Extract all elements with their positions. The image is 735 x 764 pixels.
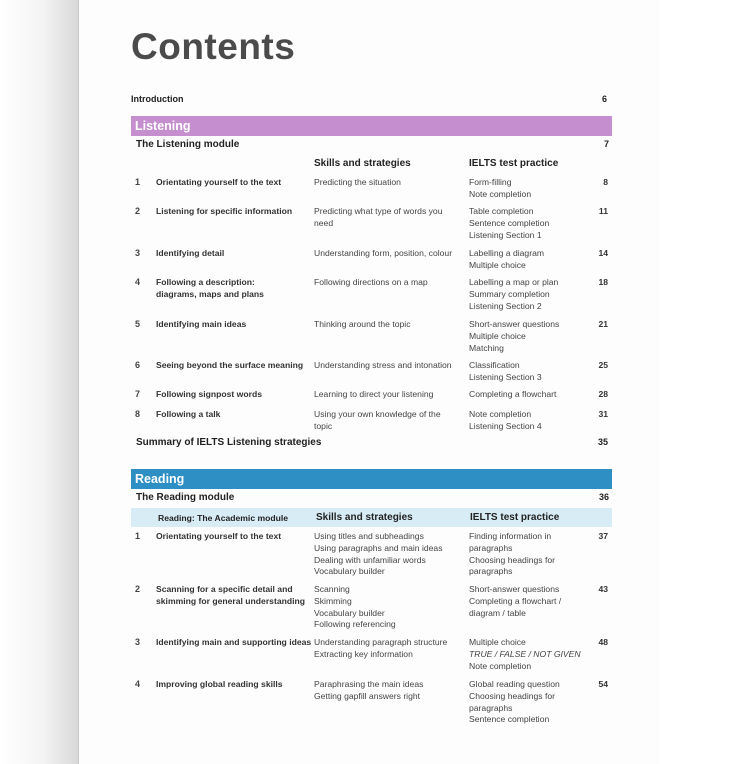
unit-number: 1 — [135, 531, 141, 541]
unit-skills — [314, 248, 464, 260]
unit-page-number: 28 — [598, 389, 608, 399]
unit-page-number: 31 — [598, 409, 608, 419]
unit-test-practice — [469, 679, 599, 726]
unit-test-practice-line: Table completion — [469, 206, 534, 216]
unit-test-practice — [469, 248, 599, 272]
unit-title-line: Following a description: — [156, 277, 255, 287]
unit-test-practice — [469, 637, 599, 672]
unit-test-practice — [469, 177, 599, 201]
unit-number: 2 — [135, 206, 141, 216]
unit-title — [156, 277, 312, 301]
unit-skills-line: Extracting key information — [314, 648, 413, 659]
listening-test-header: IELTS test practice — [469, 158, 559, 169]
unit-page-number: 8 — [603, 177, 608, 187]
reading-column-headers — [131, 508, 612, 527]
listening-summary-entry — [136, 437, 612, 448]
unit-test-practice-line: Note completion — [469, 409, 532, 419]
unit-test-practice-line: Classification — [469, 360, 520, 370]
unit-test-practice-line: TRUE / FALSE / NOT GIVEN — [469, 648, 581, 659]
page-shadow — [0, 0, 78, 764]
unit-test-practice-line: Matching — [469, 342, 504, 353]
unit-test-practice-line: Completing a flowchart — [469, 389, 557, 399]
unit-test-practice-line: Listening Section 1 — [469, 229, 542, 240]
unit-title-line: Following signpost words — [156, 389, 262, 399]
reading-skills-header: Skills and strategies — [316, 512, 413, 523]
unit-title — [156, 637, 312, 649]
unit-page-number: 14 — [598, 248, 608, 258]
unit-test-practice-line: Short-answer questions — [469, 319, 560, 329]
unit-number: 4 — [135, 679, 141, 689]
unit-title-line: Listening for specific information — [156, 206, 293, 216]
unit-skills — [314, 637, 464, 661]
unit-skills-line: Predicting what type of words you — [314, 206, 443, 216]
unit-test-practice-line: Listening Section 4 — [469, 420, 542, 431]
unit-title — [156, 319, 312, 331]
page-title: Contents — [131, 26, 296, 67]
unit-test-practice-line: Listening Section 2 — [469, 300, 542, 311]
unit-test-practice-line: Multiple choice — [469, 259, 526, 270]
unit-number: 4 — [135, 277, 141, 287]
unit-skills — [314, 531, 464, 578]
unit-title-line: Identifying detail — [156, 248, 225, 258]
unit-skills — [314, 177, 464, 189]
unit-skills-line: Vocabulary builder — [314, 607, 385, 618]
unit-title — [156, 409, 312, 421]
listening-summary-label: Summary of IELTS Listening strategies — [136, 437, 322, 448]
unit-title — [156, 206, 312, 218]
listening-summary-page: 35 — [597, 437, 608, 447]
unit-skills-line: Thinking around the topic — [314, 319, 411, 329]
unit-number: 2 — [135, 584, 141, 594]
unit-test-practice-line: Note completion — [469, 660, 532, 671]
unit-test-practice — [469, 531, 599, 578]
unit-test-practice-line: Form-filling — [469, 177, 512, 187]
unit-skills-line: Vocabulary builder — [314, 566, 385, 577]
unit-skills-line: Using titles and subheadings — [314, 531, 424, 541]
unit-title — [156, 679, 312, 691]
unit-page-number: 48 — [598, 637, 608, 647]
unit-number: 3 — [135, 248, 141, 258]
unit-title-line: Scanning for a specific detail and — [156, 584, 293, 594]
unit-skills-line: Following directions on a map — [314, 277, 428, 287]
unit-skills — [314, 360, 464, 372]
unit-test-practice-line: Sentence completion — [469, 714, 550, 725]
reading-unit-header: Reading: The Academic module — [158, 513, 289, 523]
unit-title — [156, 389, 312, 401]
reading-test-header: IELTS test practice — [470, 512, 560, 523]
unit-title — [156, 360, 312, 372]
unit-skills — [314, 389, 464, 401]
introduction-label: Introduction — [131, 94, 184, 104]
unit-skills-line: Skimming — [314, 595, 352, 606]
unit-test-practice — [469, 319, 599, 354]
unit-test-practice — [469, 409, 599, 433]
listening-module-page: 7 — [603, 139, 609, 149]
unit-skills-line: Using paragraphs and main ideas — [314, 542, 443, 553]
unit-title-line: Orientating yourself to the text — [156, 531, 282, 541]
unit-number: 8 — [135, 409, 141, 419]
unit-page-number: 43 — [598, 584, 608, 594]
unit-title-line: Identifying main ideas — [156, 319, 247, 329]
unit-skills-line: Getting gapfill answers right — [314, 690, 421, 701]
unit-number: 5 — [135, 319, 141, 329]
reading-module-label: The Reading module — [136, 492, 235, 503]
unit-test-practice-line: Completing a flowchart / — [469, 595, 562, 606]
unit-title — [156, 531, 312, 543]
unit-number: 1 — [135, 177, 141, 187]
reading-module-page: 36 — [598, 492, 609, 502]
unit-page-number: 54 — [598, 679, 608, 689]
unit-page-number: 11 — [598, 206, 608, 216]
unit-page-number: 21 — [598, 319, 608, 329]
unit-test-practice — [469, 360, 599, 384]
unit-test-practice-line: Multiple choice — [469, 330, 526, 341]
unit-skills-line: Understanding paragraph structure — [314, 637, 448, 647]
unit-page-number: 37 — [598, 531, 608, 541]
unit-skills — [314, 584, 464, 631]
unit-skills-line: Using your own knowledge of the — [314, 409, 441, 419]
unit-title-line: Seeing beyond the surface meaning — [156, 360, 304, 370]
unit-test-practice-line: Sentence completion — [469, 217, 550, 228]
unit-skills-line: Understanding stress and intonation — [314, 360, 452, 370]
unit-skills-line: Paraphrasing the main ideas — [314, 679, 424, 689]
listening-skills-header: Skills and strategies — [314, 158, 411, 169]
reading-section-bar: Reading — [131, 469, 612, 489]
unit-title — [156, 177, 312, 189]
listening-column-headers — [131, 154, 612, 173]
unit-test-practice-line: paragraphs — [469, 702, 513, 713]
unit-test-practice-line: Labelling a map or plan — [469, 277, 559, 287]
unit-test-practice-line: Choosing headings for — [469, 690, 555, 701]
unit-test-practice-line: Global reading question — [469, 679, 560, 689]
unit-test-practice-line: paragraphs — [469, 566, 513, 577]
unit-test-practice-line: diagram / table — [469, 607, 526, 618]
unit-test-practice — [469, 389, 599, 401]
unit-number: 6 — [135, 360, 141, 370]
unit-skills-line: Predicting the situation — [314, 177, 401, 187]
unit-skills-line: Dealing with unfamiliar words — [314, 554, 426, 565]
unit-test-practice-line: Summary completion — [469, 288, 550, 299]
unit-test-practice — [469, 277, 599, 312]
reading-module-entry — [136, 492, 612, 503]
unit-title-line: Identifying main and supporting ideas — [156, 637, 312, 647]
unit-number: 3 — [135, 637, 141, 647]
unit-test-practice-line: Listening Section 3 — [469, 371, 542, 382]
unit-skills-line: Scanning — [314, 584, 350, 594]
unit-test-practice-line: Note completion — [469, 188, 532, 199]
introduction-page: 6 — [601, 94, 607, 104]
unit-skills — [314, 409, 464, 433]
unit-title-line: diagrams, maps and plans — [156, 288, 264, 299]
unit-title-line: Orientating yourself to the text — [156, 177, 282, 187]
unit-page-number: 18 — [598, 277, 608, 287]
unit-page-number: 25 — [598, 360, 608, 370]
listening-section-bar: Listening — [131, 116, 612, 136]
unit-skills-line: need — [314, 217, 334, 228]
introduction-entry — [131, 94, 611, 104]
unit-test-practice — [469, 584, 599, 619]
unit-skills-line: topic — [314, 420, 333, 431]
unit-title — [156, 584, 312, 608]
unit-skills — [314, 319, 464, 331]
unit-test-practice-line: Finding information in — [469, 531, 552, 541]
unit-skills — [314, 679, 464, 703]
unit-title — [156, 248, 312, 260]
unit-skills-line: Learning to direct your listening — [314, 389, 434, 399]
unit-skills — [314, 206, 464, 230]
unit-number: 7 — [135, 389, 141, 399]
unit-test-practice-line: paragraphs — [469, 542, 513, 553]
listening-module-label: The Listening module — [136, 139, 240, 150]
unit-title-line: Following a talk — [156, 409, 221, 419]
unit-title-line: Improving global reading skills — [156, 679, 283, 689]
unit-title-line: skimming for general understanding — [156, 595, 305, 606]
unit-test-practice-line: Multiple choice — [469, 637, 526, 647]
listening-module-entry — [136, 139, 612, 150]
unit-skills-line: Understanding form, position, colour — [314, 248, 453, 258]
unit-skills — [314, 277, 464, 289]
unit-test-practice — [469, 206, 599, 241]
unit-test-practice-line: Choosing headings for — [469, 554, 555, 565]
unit-test-practice-line: Short-answer questions — [469, 584, 560, 594]
unit-test-practice-line: Labelling a diagram — [469, 248, 545, 258]
unit-skills-line: Following referencing — [314, 619, 396, 630]
